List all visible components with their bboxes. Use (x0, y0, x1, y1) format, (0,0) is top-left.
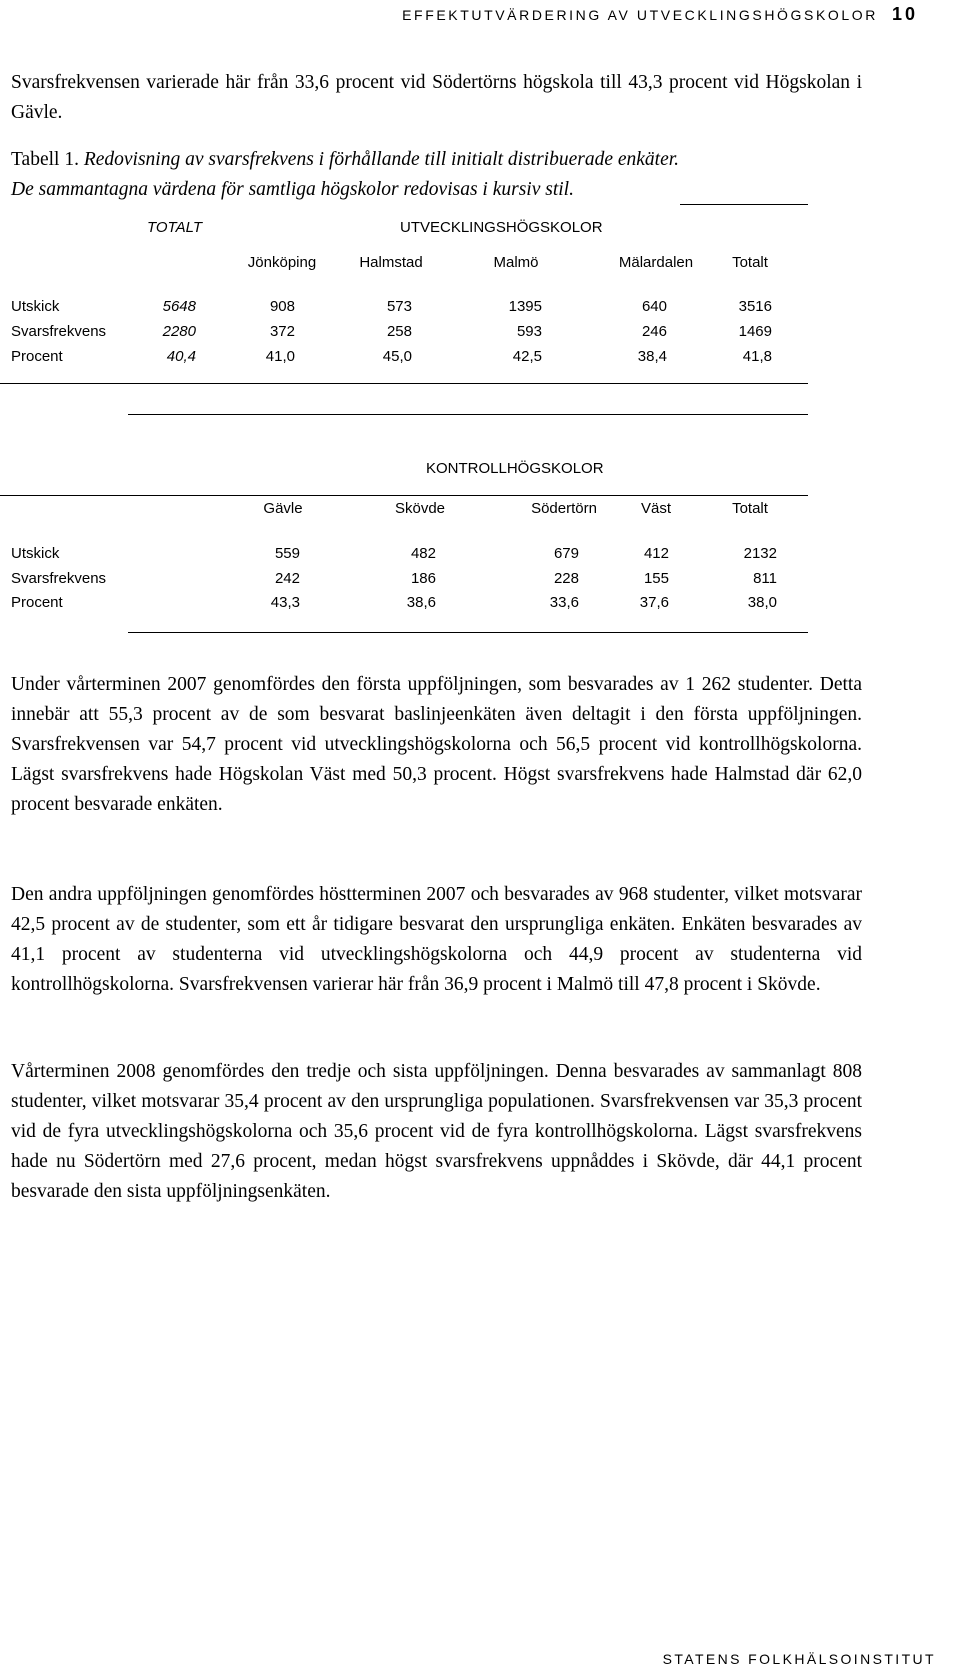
table-cell: 3516 (738, 298, 772, 315)
total-value: 5648 (162, 298, 196, 315)
column-header: Väst (640, 500, 672, 517)
table-cell: 186 (410, 570, 436, 587)
table1-bottom-rule (0, 383, 808, 384)
table-cell: 41,8 (742, 348, 772, 365)
table-cell: 37,6 (639, 594, 669, 611)
column-header: Jönköping (247, 254, 317, 271)
table-cell: 43,3 (270, 594, 300, 611)
table-cell: 811 (753, 570, 777, 587)
totalt-header: TOTALT (147, 219, 203, 236)
table-cell: 38,4 (637, 348, 667, 365)
table-caption (11, 145, 871, 205)
column-header: Halmstad (359, 254, 423, 271)
row-label: Procent (11, 594, 63, 611)
table2-top-rule (128, 414, 808, 415)
body-paragraph-3: Vårterminen 2008 genomfördes den tredje och sista uppföljningen. Denna besvarades av sammanlagt 808 studenter, vilket motsvarar 35,4 procent av den ursprungliga populationen. Svarsfrekvensen var 35,3 procent vid de fyra utvecklingshögskolorna och 35,6 procent vid de fyra kontrollhögskolorna. Lägst svarsfrekvens hade nu Södertörn med 27,6 procent, medan högst svarsfrekvens uppnåddes i Skövde, där 44,1 procent besvarade den sista uppföljningsenkäten. (11, 1061, 862, 1202)
total-value: 2280 (162, 323, 196, 340)
table-cell: 908 (269, 298, 295, 315)
row-label: Utskick (11, 298, 60, 315)
column-header: Totalt (732, 254, 768, 271)
table-cell: 482 (410, 545, 436, 562)
total-value: 40,4 (166, 348, 196, 365)
page-footer: STATENS FOLKHÄLSOINSTITUT (662, 1651, 936, 1667)
table-cell: 372 (269, 323, 295, 340)
table2-bottom-rule (128, 632, 808, 633)
table-cell: 559 (274, 545, 300, 562)
column-header: Totalt (732, 500, 768, 517)
caption-line-1: Tabell 1. Redovisning av svarsfrekvens i förhållande till initialt distribuerade enkäter. (11, 149, 680, 170)
page-number: 10 (891, 4, 918, 24)
table-cell: 45,0 (382, 348, 412, 365)
group-header: UTVECKLINGSHÖGSKOLOR (400, 219, 603, 236)
table-cell: 38,6 (406, 594, 436, 611)
table-cell: 228 (553, 570, 579, 587)
table-cell: 573 (386, 298, 412, 315)
group-header: KONTROLLHÖGSKOLOR (426, 460, 604, 477)
body-paragraph-1: Under vårterminen 2007 genomfördes den första uppföljningen, som besvarades av 1 262 studenter. Detta innebär att 55,3 procent av de som besvarat baslinjeenkäten även deltagit i den första uppföljningen. Svarsfrekvensen var 54,7 procent vid utvecklingshögskolorna och 56,5 procent vid kontrollhögskolorna. Lägst svarsfrekvens hade Högskolan Väst med 50,3 procent. Högst svarsfrekvens hade Halmstad där 62,0 procent besvarade enkäten. (11, 674, 862, 815)
table1-top-rule (680, 204, 808, 205)
row-label: Svarsfrekvens (11, 570, 107, 587)
body-paragraph-2: Den andra uppföljningen genomfördes höstterminen 2007 och besvarades av 968 studenter, vilket motsvarar 42,5 procent av de studenter, som ett år tidigare besvarat den ursprungliga enkäten. Enkäten besvarades av 41,1 procent av studenterna vid utvecklingshögskolorna och 44,9 procent av studenterna vid kontrollhögskolorna. Svarsfrekvensen varierar här från 36,9 procent i Malmö till 47,8 procent i Skövde. (11, 884, 862, 995)
row-label: Utskick (11, 545, 60, 562)
table2-header-rule (0, 495, 808, 496)
row-label: Svarsfrekvens (11, 323, 107, 340)
table-cell: 679 (553, 545, 579, 562)
column-header: Södertörn (531, 500, 597, 517)
header-title: EFFEKTUTVÄRDERING AV UTVECKLINGSHÖGSKOLOR (402, 7, 878, 23)
running-header (0, 4, 918, 25)
column-header: Malmö (493, 254, 539, 271)
table-cell: 1469 (738, 323, 772, 340)
table-cell: 258 (386, 323, 412, 340)
table-cell: 412 (643, 545, 669, 562)
caption-line-2: De sammantagna värdena för samtliga högskolor redovisas i kursiv stil. (11, 179, 574, 200)
table-cell: 593 (516, 323, 542, 340)
column-header: Skövde (394, 500, 446, 517)
row-label: Procent (11, 348, 63, 365)
column-header: Mälardalen (618, 254, 694, 271)
table-cell: 41,0 (265, 348, 295, 365)
table-cell: 155 (643, 570, 669, 587)
table-cell: 2132 (743, 545, 777, 562)
table-cell: 242 (274, 570, 300, 587)
table-cell: 38,0 (747, 594, 777, 611)
table-cell: 42,5 (512, 348, 542, 365)
table-cell: 640 (641, 298, 667, 315)
table-cell: 1395 (508, 298, 542, 315)
intro-paragraph: Svarsfrekvensen varierade här från 33,6 procent vid Södertörns högskola till 43,3 procent vid Högskolan i Gävle. (11, 72, 862, 123)
table-cell: 246 (641, 323, 667, 340)
caption-label: Tabell 1. (11, 149, 84, 170)
table-cell: 33,6 (549, 594, 579, 611)
column-header: Gävle (263, 500, 303, 517)
